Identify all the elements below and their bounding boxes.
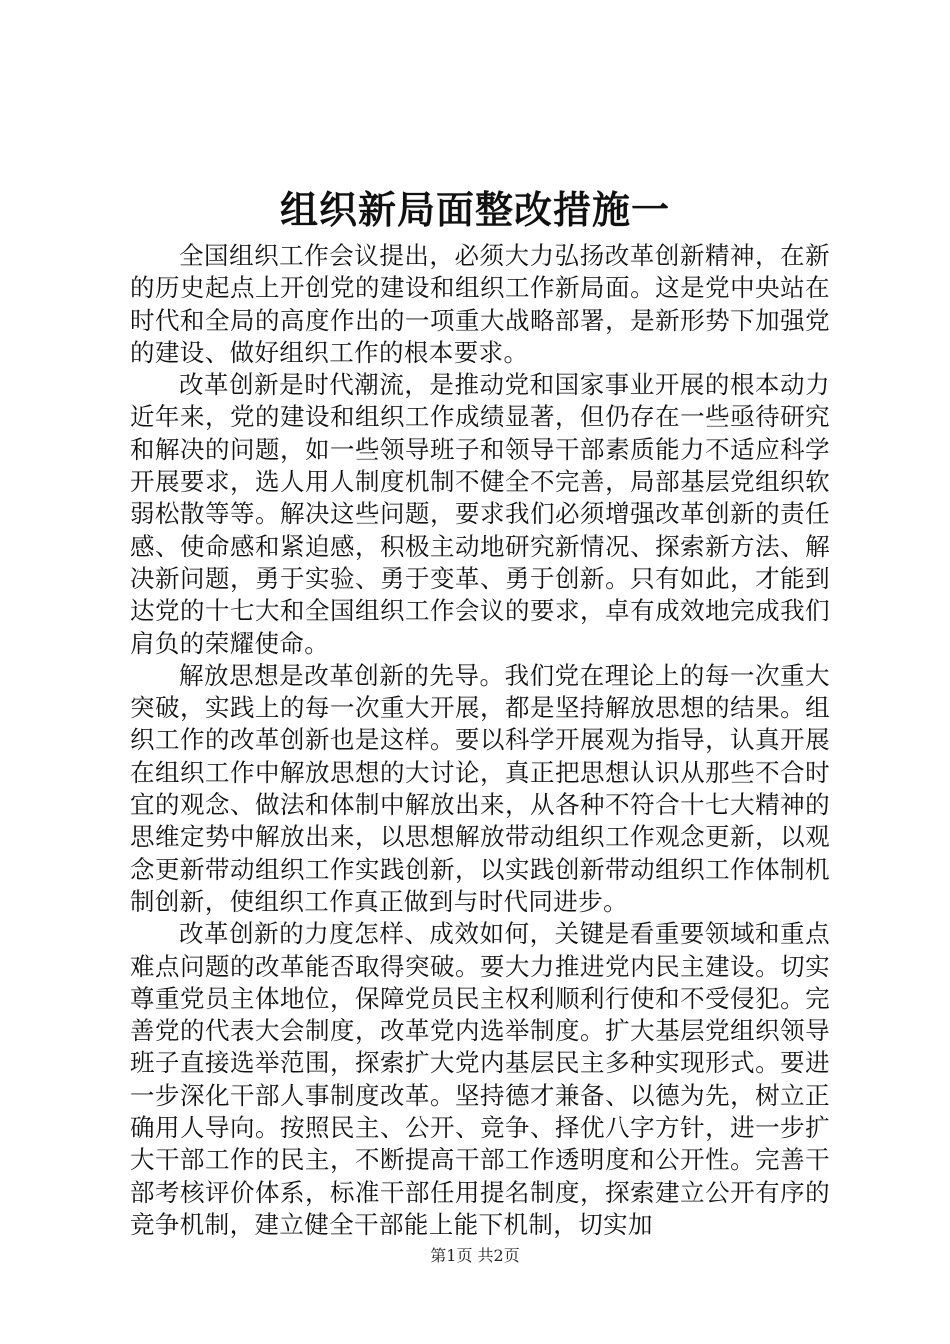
page-number-footer: 第1页 共2页 xyxy=(430,1246,520,1265)
page-title: 组织新局面整改措施一 xyxy=(279,187,670,232)
paragraph-3: 解放思想是改革创新的先导。我们党在理论上的每一次重大突破，实践上的每一次重大开展，都是坚持解放思想的结果。组织工作的改革创新也是这样。要以科学开展观为指导，认真开展在组织工作中解放思想的大讨论，真正把思想认识从那些不合时宜的观念、做法和体制中解放出来，从各种不符合十七大精神的思维定势中解放出来，以思想解放带动组织工作观念更新，以观念更新带动组织工作实践创新，以实践创新带动组织工作体制机制创新，使组织工作真正做到与时代同进步。 xyxy=(130,660,830,916)
paragraph-1: 全国组织工作会议提出，必须大力弘扬改革创新精神，在新的历史起点上开创党的建设和组织工作新局面。这是党中央站在时代和全局的高度作出的一项重大战略部署，是新形势下加强党的建设、做好组织工作的根本要求。 xyxy=(130,241,830,367)
paragraph-4: 改革创新的力度怎样、成效如何，关键是看重要领域和重点难点问题的改革能否取得突破。要大力推进党内民主建设。切实尊重党员主体地位，保障党员民主权利顺利行使和不受侵犯。完善党的代表大会制度，改革党内选举制度。扩大基层党组织领导班子直接选举范围，探索扩大党内基层民主多种实现形式。要进一步深化干部人事制度改革。坚持德才兼备、以德为先，树立正确用人导向。按照民主、公开、竞争、择优八字方针，进一步扩大干部工作的民主，不断提高干部工作透明度和公开性。完善干部考核评价体系，标准干部任用提名制度，探索建立公开有序的竞争机制，建立健全干部能上能下机制，切实加 xyxy=(130,919,830,1239)
paragraph-2: 改革创新是时代潮流，是推动党和国家事业开展的根本动力近年来，党的建设和组织工作成绩显著，但仍存在一些亟待研究和解决的问题，如一些领导班子和领导干部素质能力不适应科学开展要求，选人用人制度机制不健全不完善，局部基层党组织软弱松散等等。解决这些问题，要求我们必须增强改革创新的责任感、使命感和紧迫感，积极主动地研究新情况、探索新方法、解决新问题，勇于实验、勇于变革、勇于创新。只有如此，才能到达党的十七大和全国组织工作会议的要求，卓有成效地完成我们肩负的荣耀使命。 xyxy=(130,370,830,658)
document-body xyxy=(130,240,830,1241)
